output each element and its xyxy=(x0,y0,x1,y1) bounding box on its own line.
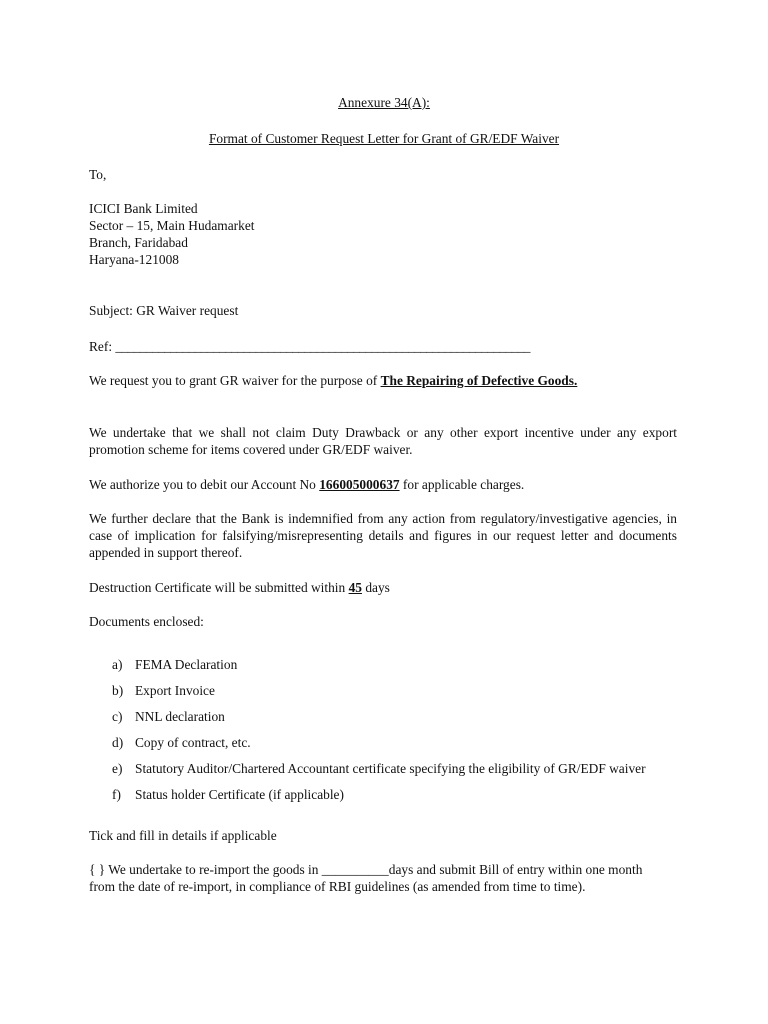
destruction-suffix: days xyxy=(361,580,390,595)
undertaking-paragraph: We undertake that we shall not claim Duty Drawback or any other export incentive under any export promotion scheme for items covered under GR/EDF waiver. xyxy=(89,425,677,457)
address-line: Branch, Faridabad xyxy=(89,235,188,250)
declaration-paragraph: We further declare that the Bank is indemnified from any action from regulatory/investigative agencies, in case of implication for falsifying/misrepresenting details and figures in our request letter and documents appended in support thereof. xyxy=(89,511,677,560)
list-item xyxy=(112,656,237,673)
destruction-prefix: Destruction Certificate will be submitted within xyxy=(89,580,349,595)
destruction-paragraph xyxy=(89,579,390,596)
list-text: NNL declaration xyxy=(135,709,225,724)
address-line: ICICI Bank Limited xyxy=(89,201,198,216)
subject-line: Subject: GR Waiver request xyxy=(89,303,239,318)
list-item xyxy=(112,734,251,751)
request-purpose: The Repairing of Defective Goods. xyxy=(380,373,578,388)
list-text: FEMA Declaration xyxy=(135,657,238,672)
list-item xyxy=(112,682,215,699)
request-prefix: We request you to grant GR waiver for the purpose of xyxy=(89,373,381,388)
salutation: To, xyxy=(89,167,107,182)
list-text: Export Invoice xyxy=(135,683,215,698)
authorization-paragraph xyxy=(89,476,524,493)
list-item xyxy=(112,786,344,803)
annexure-heading: Annexure 34(A): xyxy=(338,95,430,110)
authorization-suffix: for applicable charges. xyxy=(399,477,525,492)
destruction-days: 45 xyxy=(348,580,362,595)
documents-label: Documents enclosed: xyxy=(89,614,204,629)
list-marker: c) xyxy=(112,709,123,724)
authorization-prefix: We authorize you to debit our Account No xyxy=(89,477,320,492)
ref-blank: ____________________________________________________________________ xyxy=(115,339,530,354)
list-text: Copy of contract, etc. xyxy=(135,735,251,750)
list-text: Statutory Auditor/Chartered Accountant certificate specifying the eligibility of GR/EDF waiver xyxy=(135,761,646,776)
list-marker: f) xyxy=(112,787,121,802)
request-paragraph xyxy=(89,372,577,389)
ref-line xyxy=(89,338,530,355)
list-item xyxy=(112,760,646,777)
list-marker: e) xyxy=(112,761,123,776)
list-marker: d) xyxy=(112,735,124,750)
reimport-line-1: { } We undertake to re-import the goods in __________days and submit Bill of entry within one month xyxy=(89,862,643,877)
reimport-line-2: from the date of re-import, in compliance of RBI guidelines (as amended from time to time). xyxy=(89,879,586,894)
list-item xyxy=(112,708,225,725)
list-marker: b) xyxy=(112,683,124,698)
address-line: Haryana-121008 xyxy=(89,252,179,267)
account-number: 166005000637 xyxy=(319,477,400,492)
tick-instruction: Tick and fill in details if applicable xyxy=(89,828,277,843)
ref-label: Ref: xyxy=(89,339,113,354)
list-text: Status holder Certificate (if applicable) xyxy=(135,787,344,802)
address-line: Sector – 15, Main Hudamarket xyxy=(89,218,255,233)
letter-title: Format of Customer Request Letter for Grant of GR/EDF Waiver xyxy=(208,131,560,146)
list-marker: a) xyxy=(112,657,123,672)
